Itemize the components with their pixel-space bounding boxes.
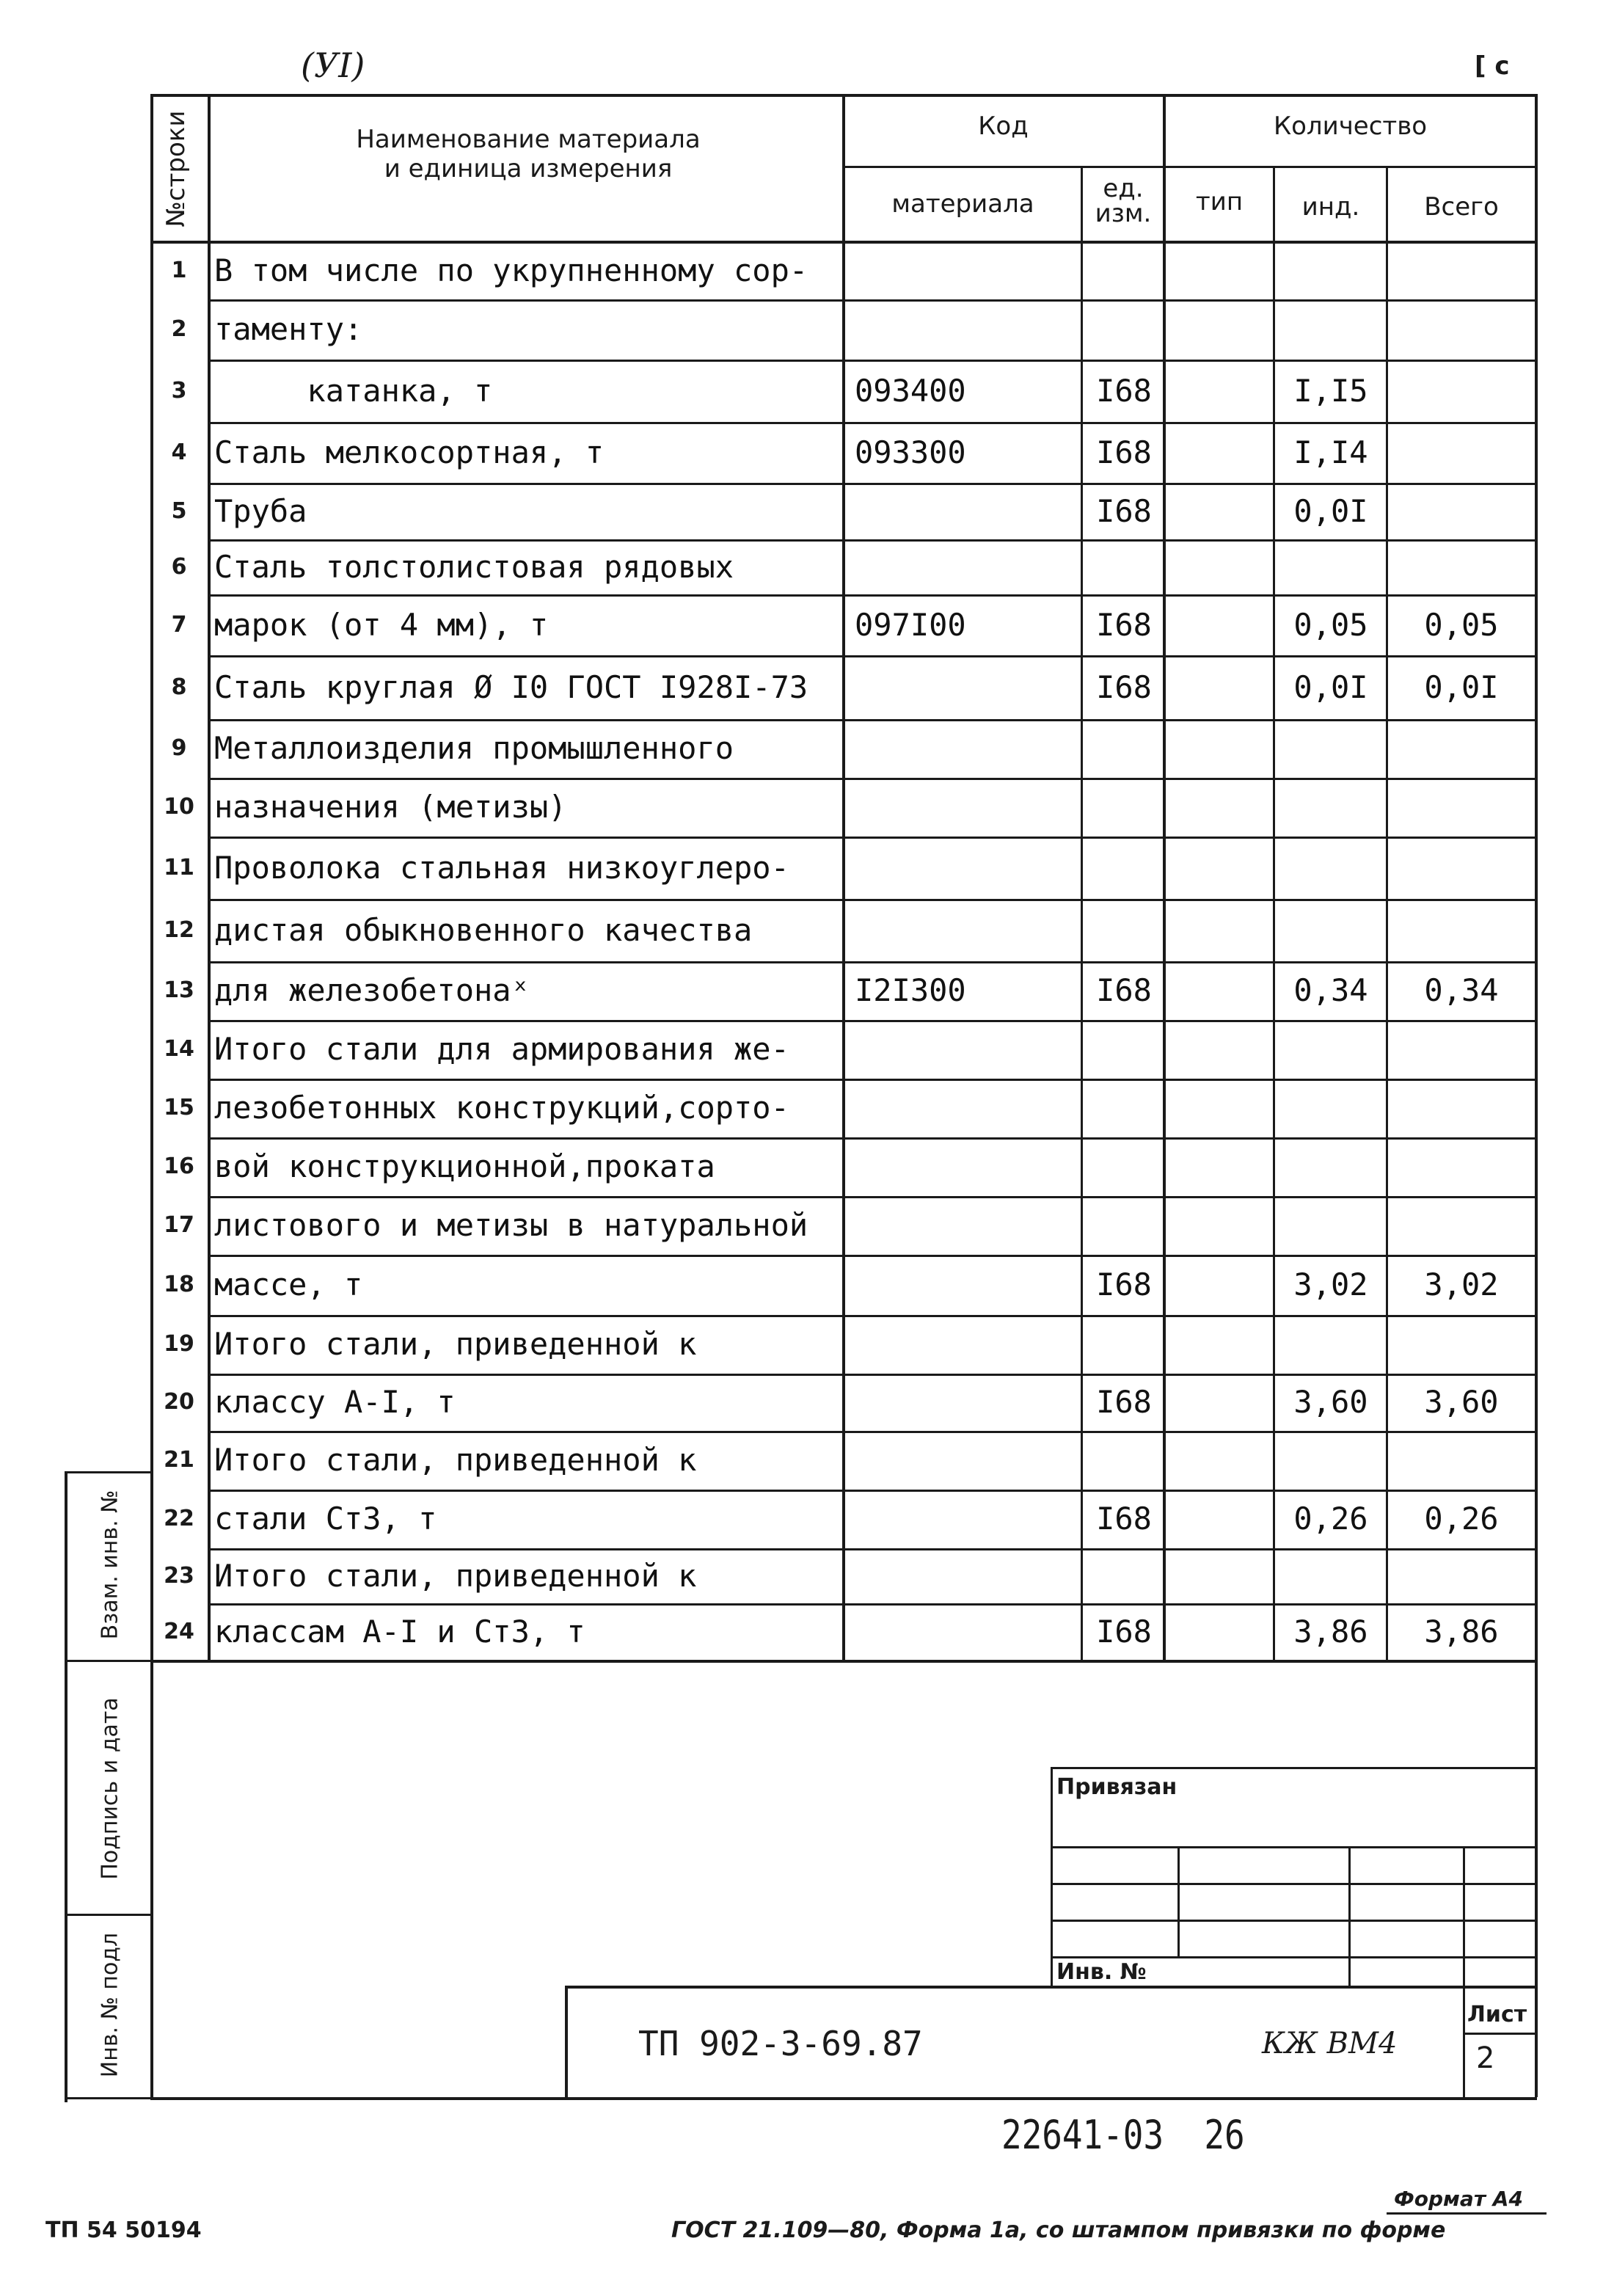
cell-type [1166,422,1273,483]
row-number: 16 [164,1154,194,1179]
cell-total [1389,1020,1534,1079]
cell-name: массе, т [214,1267,363,1302]
row-number: 11 [164,855,194,881]
cell-ind [1277,778,1385,837]
cell-name: назначения (метизы) [214,789,567,825]
row-number: 13 [164,977,194,1003]
document-number: 22641-03 26 [1001,2112,1245,2158]
cell-ind [1277,719,1385,778]
cell-total [1389,299,1534,360]
cell-total [1389,1196,1534,1255]
cell-total: 3,86 [1424,1614,1499,1650]
cell-unit [1084,1431,1164,1490]
cell-type [1166,1603,1273,1660]
cell-code: 097I00 [855,607,966,643]
cell-unit: I68 [1096,1384,1152,1420]
header-code-unit: ед. изм. [1095,174,1152,228]
cell-total [1389,539,1534,594]
cell-code [855,1490,1075,1548]
cell-code [855,1374,1075,1431]
cell-type [1166,242,1273,299]
cell-code [855,1315,1075,1374]
cell-name: Металлоизделия промышленного [214,730,734,766]
row-number: 3 [171,378,187,404]
header-q-type: тип [1195,187,1244,216]
cell-unit: I68 [1096,972,1152,1008]
cell-total: 0,05 [1424,607,1499,643]
footer-format: Формат А4 [1394,2187,1523,2211]
cell-type [1166,483,1273,539]
row-number: 2 [171,316,187,342]
cell-ind [1277,299,1385,360]
stamp-privyazan: Привязан [1056,1774,1177,1800]
row-number: 5 [171,498,187,524]
cell-code [855,1255,1075,1315]
cell-ind: 3,02 [1293,1267,1368,1302]
cell-name: Труба [214,493,307,529]
cell-total [1389,483,1534,539]
row-number: 9 [171,735,187,761]
cell-unit [1084,1020,1164,1079]
cell-name: классам А-I и Ст3, т [214,1614,585,1650]
stamp-mark: КЖ ВМ4 [1262,2027,1398,2060]
cell-ind: I,I4 [1293,434,1368,470]
stamp-sheet-label: Лист [1467,2002,1527,2027]
cell-code: I2I300 [855,972,966,1008]
cell-code: 093300 [855,434,966,470]
cell-total [1389,1315,1534,1374]
cell-name: таменту: [214,311,363,347]
header-name: Наименование материала и единица измерения [356,125,701,183]
cell-code [855,719,1075,778]
row-number: 24 [164,1619,194,1644]
cell-type [1166,655,1273,719]
cell-ind [1277,1079,1385,1137]
row-number: 12 [164,917,194,943]
cell-code [855,1603,1075,1660]
cell-name: дистая обыкновенного качества [214,912,753,948]
row-number: 23 [164,1563,194,1589]
cell-code [855,1431,1075,1490]
cell-ind [1277,1020,1385,1079]
cell-ind: 3,60 [1293,1384,1368,1420]
cell-unit [1084,242,1164,299]
cell-unit [1084,1548,1164,1603]
cell-ind: I,I5 [1293,373,1368,409]
cell-ind: 0,26 [1293,1501,1368,1537]
cell-name: листового и метизы в натуральной [214,1207,808,1243]
cell-ind: 0,05 [1293,607,1368,643]
cell-type [1166,961,1273,1020]
cell-type [1166,360,1273,422]
cell-total: 3,02 [1424,1267,1499,1302]
cell-ind: 3,86 [1293,1614,1368,1650]
cell-type [1166,1490,1273,1548]
row-number: 8 [171,674,187,700]
cell-type [1166,299,1273,360]
cell-type [1166,1315,1273,1374]
cell-code [855,899,1075,961]
cell-ind: 0,0I [1293,493,1368,529]
row-number: 1 [171,258,187,283]
side-label-podpis: Подпись и дата [97,1697,123,1880]
cell-type [1166,1255,1273,1315]
cell-total: 0,34 [1424,972,1499,1008]
side-label-zam-inv: Взам. инв. № [97,1490,123,1640]
cell-type [1166,594,1273,655]
header-q-total: Всего [1424,192,1499,222]
cell-total [1389,422,1534,483]
cell-unit: I68 [1096,493,1152,529]
cell-code: 093400 [855,373,966,409]
side-label-inv-podl: Инв. № подл [97,1932,123,2078]
cell-total [1389,1431,1534,1490]
cell-type [1166,778,1273,837]
cell-type [1166,899,1273,961]
stamp-sheet-number: 2 [1476,2041,1495,2075]
row-number: 4 [171,440,187,465]
cell-ind [1277,1431,1385,1490]
cell-ind [1277,899,1385,961]
cell-total [1389,837,1534,899]
cell-code [855,1196,1075,1255]
cell-name: Итого стали, приведенной к [214,1442,697,1478]
cell-unit [1084,719,1164,778]
row-number: 21 [164,1447,194,1473]
cell-code [855,1020,1075,1079]
cell-unit [1084,539,1164,594]
cell-total [1389,719,1534,778]
cell-type [1166,837,1273,899]
row-number: 19 [164,1331,194,1357]
cell-code [855,242,1075,299]
cell-type [1166,1137,1273,1196]
cell-total [1389,360,1534,422]
cell-unit: I68 [1096,373,1152,409]
cell-code [855,1079,1075,1137]
row-number: 18 [164,1272,194,1297]
row-number: 10 [164,794,194,820]
cell-code [855,1137,1075,1196]
cell-type [1166,1548,1273,1603]
cell-code [855,483,1075,539]
cell-total: 0,26 [1424,1501,1499,1537]
cell-ind [1277,242,1385,299]
header-row-number: №строки [161,110,191,227]
cell-code [855,837,1075,899]
row-number: 20 [164,1389,194,1415]
cell-total [1389,778,1534,837]
cell-code [855,539,1075,594]
cell-total: 0,0I [1424,669,1499,705]
cell-type [1166,1431,1273,1490]
cell-unit [1084,837,1164,899]
cell-name: классу А-I, т [214,1384,456,1420]
cell-type [1166,1020,1273,1079]
cell-unit [1084,899,1164,961]
cell-type [1166,1196,1273,1255]
cell-ind [1277,1196,1385,1255]
cell-total: 3,60 [1424,1384,1499,1420]
cell-ind [1277,1137,1385,1196]
header-code: Код [978,112,1029,141]
cell-name: В том числе по укрупненному сор- [214,252,808,288]
row-number: 14 [164,1036,194,1062]
cell-code [855,778,1075,837]
cell-name: для железобетонаˣ [214,972,530,1008]
cell-name: стали Ст3, т [214,1501,437,1537]
cell-unit [1084,1137,1164,1196]
cell-unit: I68 [1096,1267,1152,1302]
stamp-inv-no: Инв. № [1056,1959,1147,1985]
row-number: 7 [171,612,187,638]
cell-unit: I68 [1096,1614,1152,1650]
cell-total [1389,1137,1534,1196]
cell-name: Итого стали для армирования же- [214,1031,789,1067]
cell-type [1166,1374,1273,1431]
cell-name: Сталь мелкосортная, т [214,434,605,470]
cell-name: катанка, т [214,373,493,409]
cell-type [1166,539,1273,594]
stamp-project-code: ТП 902-3-69.87 [638,2024,923,2063]
cell-ind: 0,34 [1293,972,1368,1008]
cell-code [855,655,1075,719]
cell-code [855,1548,1075,1603]
cell-total [1389,242,1534,299]
cell-ind [1277,1315,1385,1374]
top-mark: (УI) [301,45,365,85]
cell-unit [1084,1079,1164,1137]
cell-unit [1084,778,1164,837]
cell-name: вой конструкционной,проката [214,1148,715,1184]
row-number: 22 [164,1506,194,1531]
cell-unit: I68 [1096,669,1152,705]
row-number: 6 [171,554,187,580]
row-number: 15 [164,1095,194,1120]
cell-type [1166,1079,1273,1137]
cell-total [1389,1079,1534,1137]
cell-name: Итого стали, приведенной к [214,1326,697,1362]
cell-ind [1277,539,1385,594]
corner-mark: [ c [1475,51,1510,81]
header-q-ind: инд. [1301,192,1360,222]
cell-total [1389,899,1534,961]
cell-type [1166,719,1273,778]
cell-name: Проволока стальная низкоуглеро- [214,850,789,886]
cell-name: марок (от 4 мм), т [214,607,549,643]
cell-total [1389,1548,1534,1603]
cell-unit: I68 [1096,434,1152,470]
cell-ind [1277,1548,1385,1603]
cell-unit [1084,1315,1164,1374]
cell-unit: I68 [1096,607,1152,643]
header-code-material: материала [891,189,1034,219]
cell-ind [1277,837,1385,899]
cell-name: лезобетонных конструкций,сорто- [214,1090,789,1126]
cell-name: Сталь толстолистовая рядовых [214,549,734,585]
cell-unit: I68 [1096,1501,1152,1537]
cell-name: Сталь круглая Ø I0 ГОСТ I928I-73 [214,669,808,705]
row-number: 17 [164,1212,194,1238]
cell-unit [1084,1196,1164,1255]
cell-unit [1084,299,1164,360]
footer-left: ТП 54 50194 [45,2217,202,2243]
cell-ind: 0,0I [1293,669,1368,705]
footer-gost: ГОСТ 21.109—80, Форма 1а, со штампом привязки по форме [671,2217,1446,2243]
cell-name: Итого стали, приведенной к [214,1558,697,1594]
header-quantity: Количество [1273,112,1428,141]
cell-code [855,299,1075,360]
